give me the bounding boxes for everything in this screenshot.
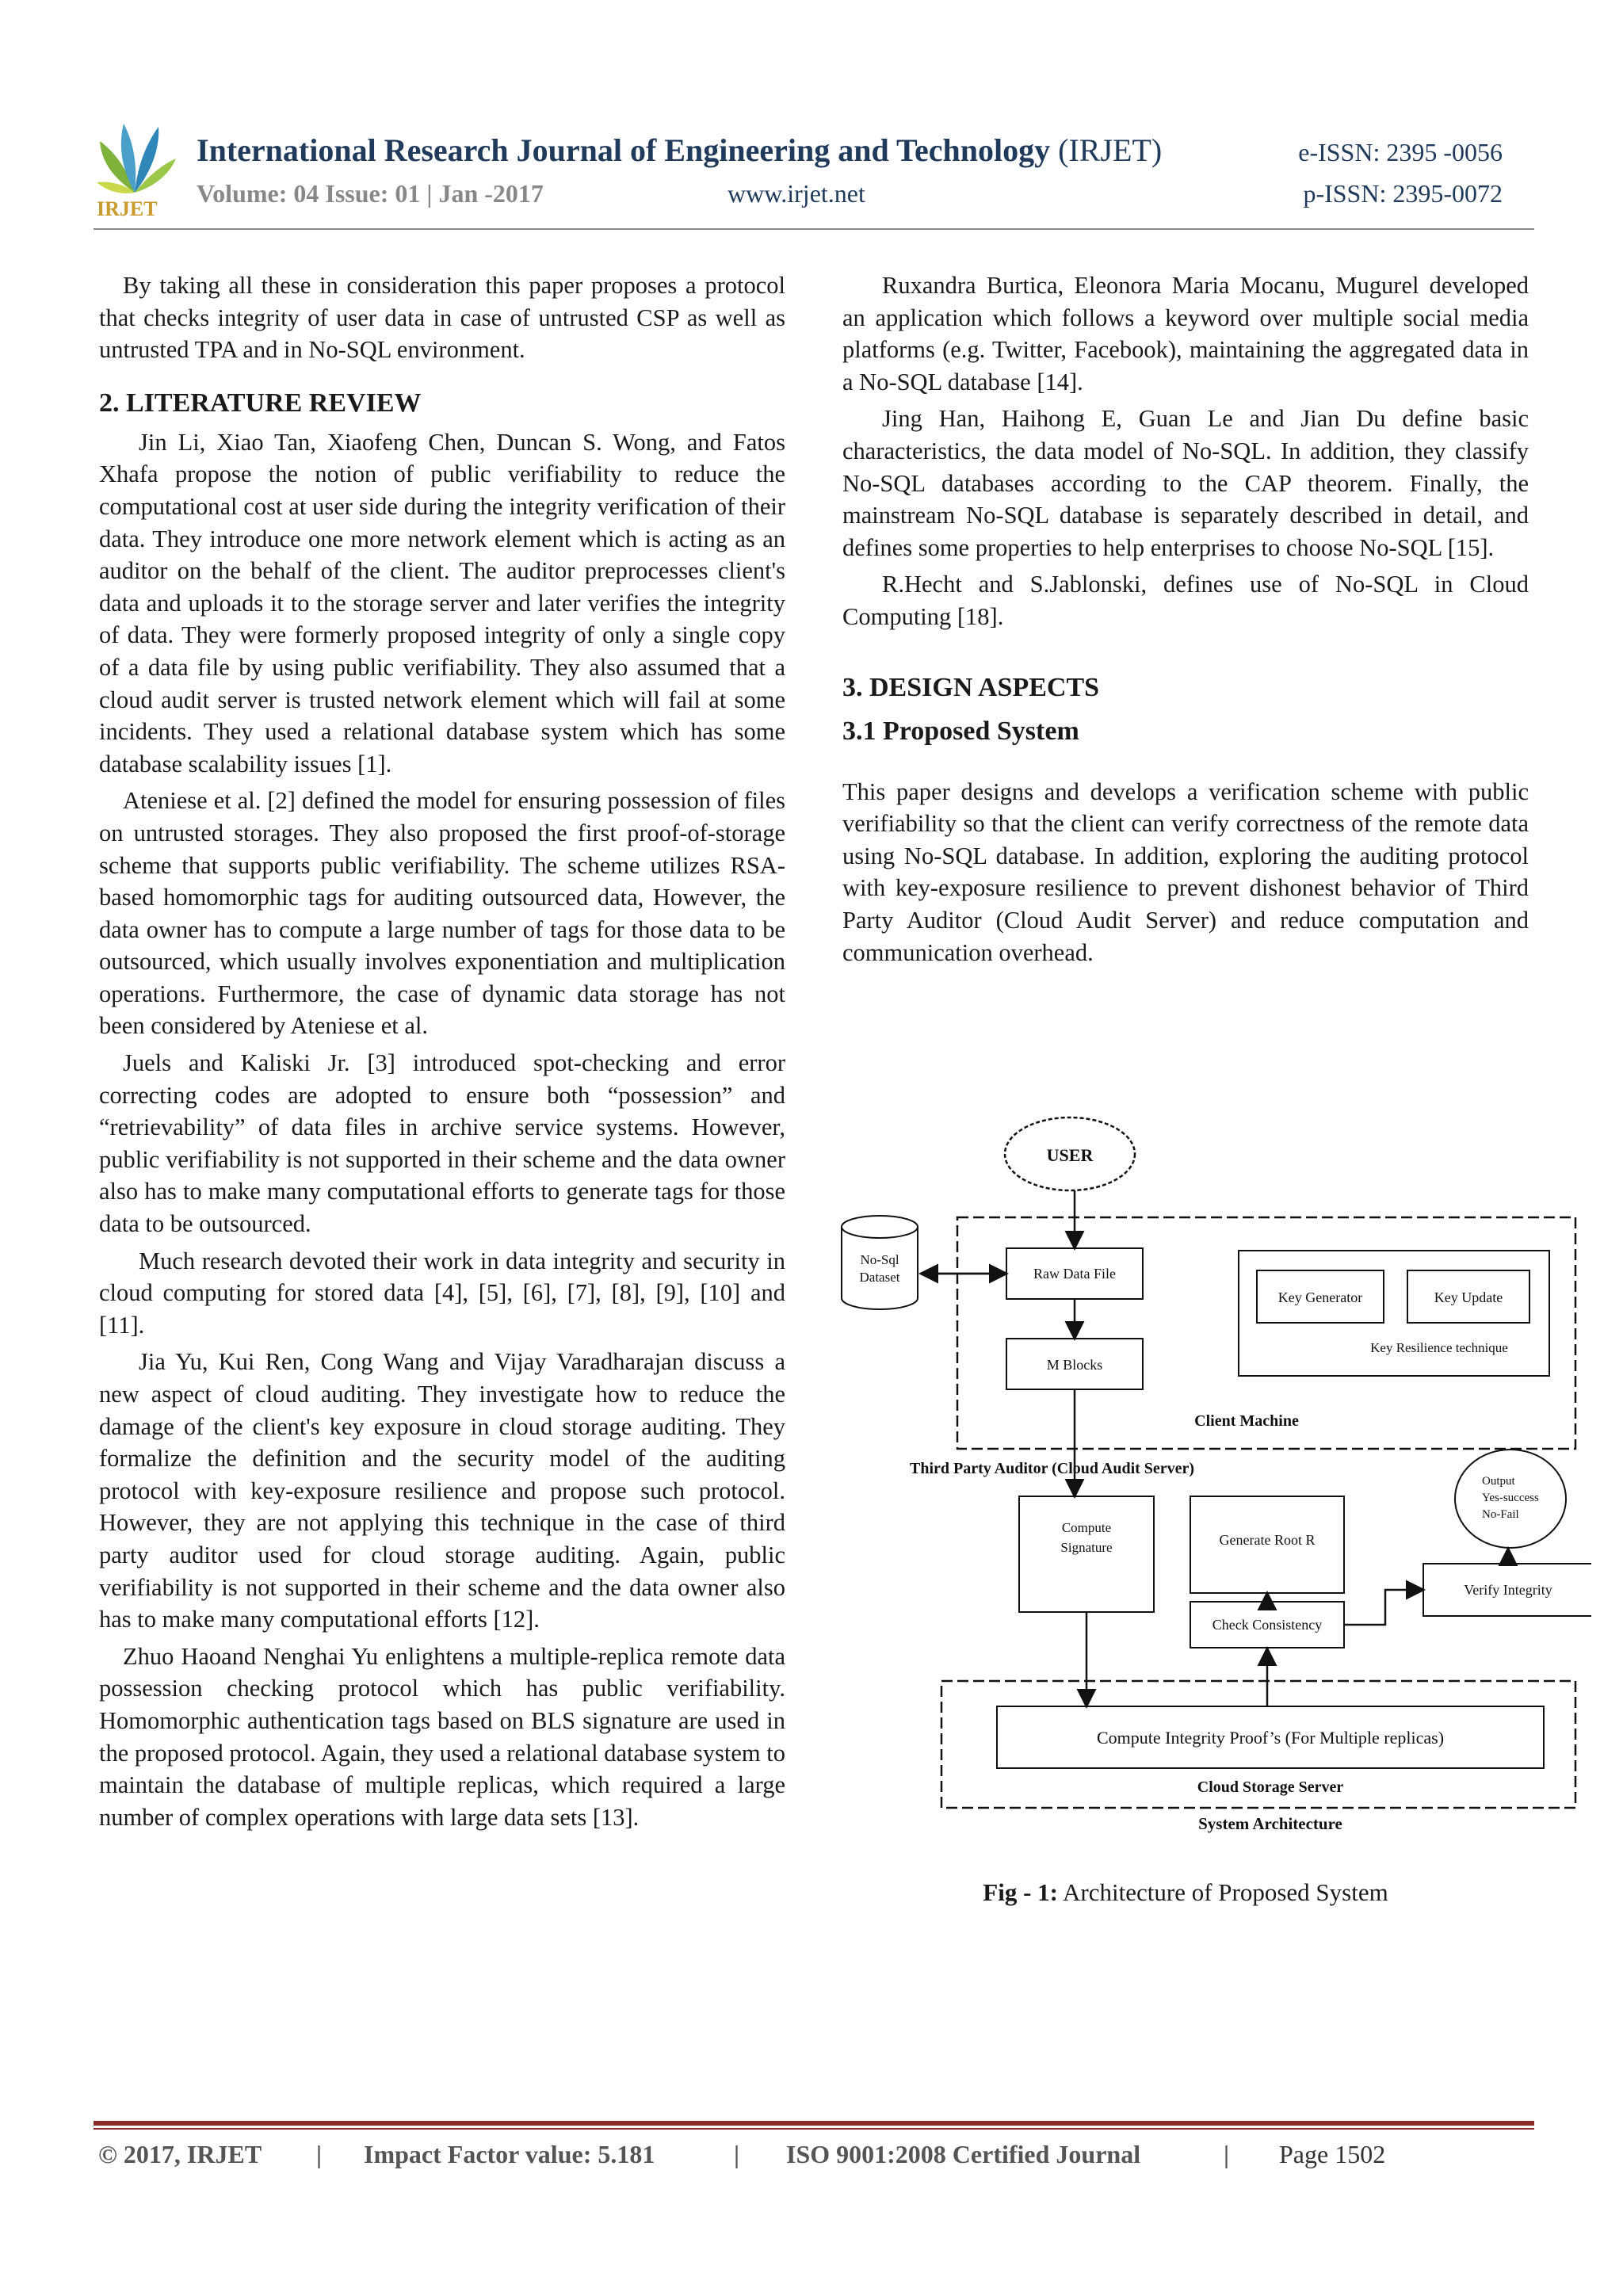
figure-caption-text: Architecture of Proposed System bbox=[1058, 1878, 1388, 1906]
section-2-heading: 2. LITERATURE REVIEW bbox=[99, 388, 422, 418]
lit-review-paragraph-9: R.Hecht and S.Jablonski, defines use of No-SQL in Cloud Computing [18]. bbox=[842, 571, 1529, 630]
journal-title bbox=[197, 132, 1162, 169]
output-label-1: Output bbox=[1482, 1475, 1515, 1488]
output-label-3: No-Fail bbox=[1482, 1508, 1519, 1521]
footer-divider-thin bbox=[94, 2128, 1534, 2130]
lit-review-paragraph-2: Ateniese et al. [2] defined the model for ensuring possession of files on untrusted storages. They also proposed the first proof-of-storage scheme that supports public verifiability. The scheme utilizes RSA-based homomorphic tags for auditing outsourced data, However, the data owner has to compute a large number of tags for those data to be outsourced, which usually involves exponentiation and multiplication operations. Furthermore, the case of dynamic data storage has not been considered by Ateniese et al. bbox=[99, 787, 785, 1040]
verify-integrity-label: Verify Integrity bbox=[1464, 1582, 1552, 1598]
eissn: e-ISSN: 2395 -0056 bbox=[1298, 138, 1503, 166]
journal-name: International Research Journal of Engineering and Technology bbox=[197, 132, 1051, 168]
nosql-label-2: Dataset bbox=[859, 1270, 900, 1285]
architecture-figure bbox=[838, 1112, 1591, 1849]
intro-paragraph: By taking all these in consideration this paper proposes a protocol that checks integrity of user data in case of untrusted CSP as well as untrusted TPA and in No-SQL environment. bbox=[99, 272, 785, 364]
lit-review-paragraph-4: Much research devoted their work in data integrity and security in cloud computing for stored data [4], [5], [6], [7], [8], [9], [10] and [11]. bbox=[99, 1247, 785, 1339]
lit-review-paragraph-3: Juels and Kaliski Jr. [3] introduced spot-checking and error correcting codes are adopted to ensure both “possession” and “retrievability” of data files in archive service systems. However, public verifiability is not supported in their scheme and the data owner also has to make many computational efforts to generate tags for those data to be outsourced. bbox=[99, 1049, 785, 1238]
raw-data-file-label: Raw Data File bbox=[1033, 1266, 1116, 1282]
footer-separator-1: | bbox=[316, 2140, 323, 2168]
right-column bbox=[842, 269, 1529, 968]
generate-root-label: Generate Root R bbox=[1219, 1532, 1316, 1548]
footer-iso: ISO 9001:2008 Certified Journal bbox=[786, 2140, 1141, 2168]
volume-issue: Volume: 04 Issue: 01 | Jan -2017 bbox=[197, 179, 544, 208]
lit-review-paragraph-6: Zhuo Haoand Nenghai Yu enlightens a multiple-replica remote data possession checking protocol which has public verifiability. Homomorphic authentication tags based on BLS signature are used in the proposed protocol. Again, they used a relational database system to maintain the database of multiple replicas, which required a large number of complex operations with large data sets [13]. bbox=[99, 1642, 785, 1831]
figure-caption bbox=[842, 1878, 1529, 1907]
client-machine-label: Client Machine bbox=[1194, 1412, 1299, 1430]
output-label-2: Yes-success bbox=[1482, 1492, 1539, 1504]
footer-separator-3: | bbox=[1224, 2140, 1230, 2168]
footer-divider bbox=[94, 2121, 1534, 2126]
key-generator-label: Key Generator bbox=[1277, 1289, 1363, 1305]
left-column bbox=[99, 269, 785, 1833]
m-blocks-label: M Blocks bbox=[1046, 1357, 1103, 1373]
journal-website-link[interactable]: www.irjet.net bbox=[727, 179, 865, 208]
figure-caption-label: Fig - 1: bbox=[983, 1878, 1058, 1906]
irjet-logo-icon bbox=[94, 117, 181, 220]
proposed-system-paragraph: This paper designs and develops a verification scheme with public verifiability so that the client can verify correctness of the remote data using No-SQL database. In addition, exploring the auditing protocol with key-exposure resilience to prevent dishonest behavior of Third Party Auditor (Cloud Audit Server) and reduce computation and communication overhead. bbox=[842, 777, 1529, 966]
pissn: p-ISSN: 2395-0072 bbox=[1303, 179, 1503, 208]
key-update-label: Key Update bbox=[1434, 1289, 1503, 1305]
footer-impact-factor: Impact Factor value: 5.181 bbox=[364, 2140, 655, 2168]
page-header bbox=[94, 117, 1534, 228]
compute-signature-label-1: Compute bbox=[1061, 1520, 1112, 1535]
section-3-1-heading: 3.1 Proposed System bbox=[842, 716, 1079, 746]
key-resilience-label: Key Resilience technique bbox=[1370, 1340, 1508, 1355]
lit-review-paragraph-5: Jia Yu, Kui Ren, Cong Wang and Vijay Varadharajan discuss a new aspect of cloud auditing. They investigate how to reduce the damage of the client's key exposure in cloud storage auditing. They formalize the definition and the security model of the auditing protocol with key-exposure resilience and propose such protocol. However, they are not applying this technique in the case of third party auditor used for cloud storage auditing. Again, public verifiability is not supported in their scheme and the data owner also has to make many computational efforts [12]. bbox=[99, 1348, 785, 1633]
footer-copyright: © 2017, IRJET bbox=[98, 2140, 262, 2168]
compute-signature-label-2: Signature bbox=[1060, 1540, 1113, 1555]
section-3-heading: 3. DESIGN ASPECTS bbox=[842, 672, 1100, 702]
check-consistency-label: Check Consistency bbox=[1212, 1617, 1323, 1633]
lit-review-paragraph-8: Jing Han, Haihong E, Guan Le and Jian Du define basic characteristics, the data model of No-SQL. In addition, they classify No-SQL databases according to the CAP theorem. Finally, the mainstream No-SQL database is separately described in detail, and defines some properties to help enterprises to choose No-SQL [15]. bbox=[842, 405, 1529, 561]
compute-integrity-label: Compute Integrity Proof’s (For Multiple replicas) bbox=[1096, 1728, 1445, 1748]
nosql-dataset-node bbox=[842, 1216, 918, 1309]
user-label: USER bbox=[1046, 1145, 1094, 1165]
architecture-diagram bbox=[838, 1112, 1591, 1849]
third-party-auditor-label: Third Party Auditor (Cloud Audit Server) bbox=[910, 1460, 1195, 1477]
arrow-consistency-to-verify bbox=[1344, 1590, 1422, 1625]
lit-review-paragraph-1: Jin Li, Xiao Tan, Xiaofeng Chen, Duncan S. Wong, and Fatos Xhafa propose the notion of public verifiability to reduce the computational cost at user side during the integrity verification of their data. They introduce one more network element which is acting as an auditor on the behalf of the client. The auditor preprocesses client's data and uploads it to the storage server and later verifies the integrity of data. They were formerly proposed integrity of only a single copy of a data file by using public verifiability. They also assumed that a cloud audit server is trusted network element which will fail at some incidents. They used a relational database system which has some database scalability issues [1]. bbox=[99, 428, 785, 777]
cloud-storage-label: Cloud Storage Server bbox=[1197, 1778, 1344, 1796]
header-divider bbox=[94, 228, 1534, 230]
logo-text: IRJET bbox=[97, 197, 158, 220]
footer-separator-2: | bbox=[734, 2140, 740, 2168]
nosql-label-1: No-Sql bbox=[860, 1252, 899, 1267]
lit-review-paragraph-7: Ruxandra Burtica, Eleonora Maria Mocanu, Mugurel developed an application which follows a keyword over multiple social media platforms (e.g. Twitter, Facebook), maintaining the aggregated data in a No-SQL database [14]. bbox=[842, 272, 1529, 395]
journal-abbr: (IRJET) bbox=[1058, 132, 1163, 168]
system-architecture-label: System Architecture bbox=[1198, 1814, 1342, 1833]
footer-page-number: Page 1502 bbox=[1279, 2140, 1386, 2168]
